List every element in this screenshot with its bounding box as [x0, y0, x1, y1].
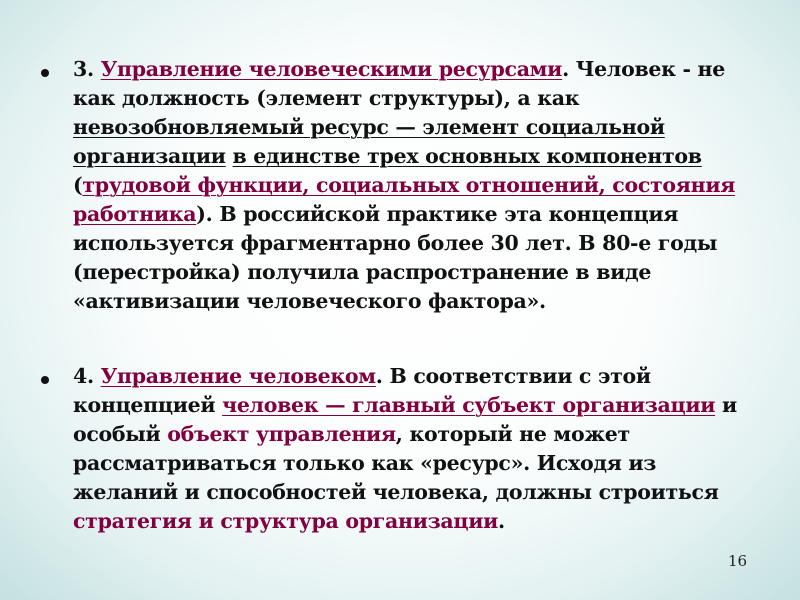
highlight-object: объект управления — [167, 422, 396, 446]
list-item-4 — [40, 362, 745, 536]
bullet-icon — [41, 376, 49, 384]
bullet-icon — [41, 69, 49, 77]
text-segment — [226, 144, 233, 168]
link-main-subject[interactable]: человек — главный субъект организации — [222, 393, 716, 417]
text-segment: . — [498, 509, 505, 533]
text-segment: . Человек - не как должность (элемент структуры), а как — [73, 57, 725, 110]
link-human-management[interactable]: Управление человеком — [100, 364, 376, 388]
text-segment: ). В российской практике эта концепция используется фрагментарно более 30 лет. В 80-е годы (перестройка) получила распространение в виде «активизации человеческого фактора». — [73, 202, 718, 313]
underlined-phrase: в единстве трех основных компонентов — [232, 144, 702, 168]
text-segment: и особый — [73, 393, 737, 446]
link-hr-management[interactable]: Управление человеческими ресурсами — [100, 57, 563, 81]
item-number: 3. — [73, 57, 94, 81]
slide-content — [40, 55, 745, 536]
item-number: 4. — [73, 364, 94, 388]
text-segment: . В соответствии с этой концепцией — [73, 364, 651, 417]
list-item-3 — [40, 55, 745, 316]
text-segment: , который не может рассматриваться только как «ресурс». Исходя из желаний и способностей человека, должны строиться — [73, 422, 719, 504]
underlined-phrase: невозобновляемый ресурс — элемент социальной организации — [73, 115, 665, 168]
slide-number: 16 — [728, 552, 748, 570]
text-segment: ( — [73, 173, 83, 197]
paragraph-4 — [73, 362, 745, 536]
paragraph-3 — [73, 55, 745, 316]
highlight-strategy: стратегия и структура организации — [73, 509, 499, 533]
link-components[interactable]: трудовой функции, социальных отношений, состояния работника — [73, 173, 736, 226]
